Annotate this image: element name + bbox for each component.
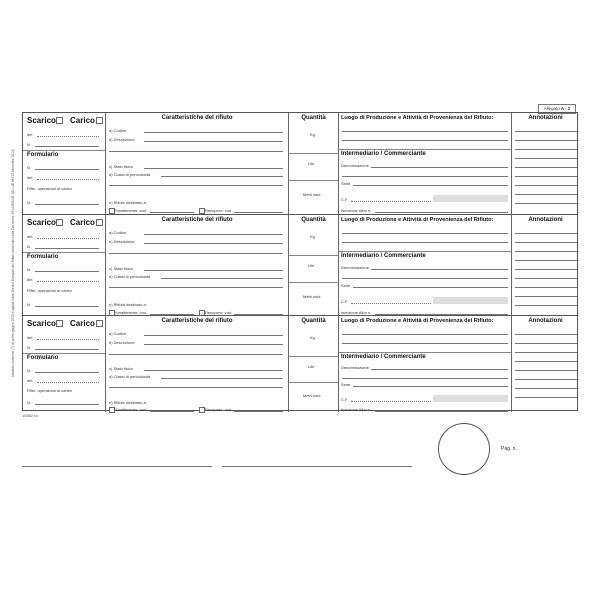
intermediario-heading: Intermediario / Commerciante xyxy=(341,151,426,157)
annotazioni-line[interactable] xyxy=(515,305,577,306)
classi-label: d) Classi di pericolosità xyxy=(109,374,151,379)
stato-fisico-field[interactable] xyxy=(144,168,283,169)
annotazioni-line[interactable] xyxy=(515,287,577,288)
col-luogo xyxy=(338,316,511,412)
luogo-line-2[interactable] xyxy=(342,140,508,141)
recupero-code-field[interactable] xyxy=(234,212,283,213)
quantita-heading: Quantità xyxy=(301,318,326,324)
stamp-circle xyxy=(438,423,490,475)
carico-label: Carico xyxy=(70,319,95,328)
formulario-number-field[interactable] xyxy=(35,372,99,373)
rifer-label: Rifer. operazioni di carico xyxy=(27,288,72,293)
annotazioni-heading: Annotazioni xyxy=(528,115,563,121)
sede-label: Sede xyxy=(341,283,351,288)
luogo-heading: Luogo di Produzione e Attività di Provenienza del Rifiuto: xyxy=(341,318,494,324)
annotazioni-heading: Annotazioni xyxy=(528,318,563,324)
denominazione-field[interactable] xyxy=(371,369,508,370)
annotazioni-line[interactable] xyxy=(515,203,577,204)
col-movimento xyxy=(23,113,105,214)
del-label: del xyxy=(27,277,33,282)
smaltimento-code-field[interactable] xyxy=(150,411,194,412)
rifer-number-field[interactable] xyxy=(35,404,99,405)
luogo-line-1[interactable] xyxy=(342,131,508,132)
descrizione-line[interactable] xyxy=(109,354,283,355)
codice-label: a) Codice xyxy=(109,128,127,133)
cf-grey-box xyxy=(433,395,508,402)
numero-label: N. xyxy=(27,345,31,350)
denominazione-label: Denominazione xyxy=(341,163,369,168)
luogo-line-1[interactable] xyxy=(342,334,508,335)
metri-cubi-label: Metri cubi xyxy=(303,294,321,299)
annotazioni-line[interactable] xyxy=(515,194,577,195)
codice-field[interactable] xyxy=(144,234,283,235)
col-movimento xyxy=(23,215,105,315)
smaltimento-label: Smaltimento: cod. xyxy=(115,208,148,213)
denominazione-label: Denominazione xyxy=(341,365,369,370)
caratteristiche-heading: Caratteristiche del rifiuto xyxy=(161,318,233,324)
luogo-line-2[interactable] xyxy=(342,343,508,344)
annotazioni-line[interactable] xyxy=(515,370,577,371)
col-movimento xyxy=(23,316,105,412)
annotazioni-line[interactable] xyxy=(515,260,577,261)
classi-label: d) Classi di pericolosità xyxy=(109,172,151,177)
annotazioni-line[interactable] xyxy=(515,361,577,362)
carico-checkbox[interactable] xyxy=(96,219,103,226)
sede-field[interactable] xyxy=(353,185,508,186)
quantita-heading: Quantità xyxy=(301,115,326,121)
carico-checkbox[interactable] xyxy=(96,320,103,327)
movimento-date-field[interactable] xyxy=(37,238,99,239)
smaltimento-label: Smaltimento: cod. xyxy=(115,310,148,315)
annotazioni-line[interactable] xyxy=(515,185,577,186)
col-luogo xyxy=(338,215,511,315)
movimento-number-field[interactable] xyxy=(35,146,99,147)
record-section-3 xyxy=(23,315,577,412)
annotazioni-line[interactable] xyxy=(515,379,577,380)
annotazioni-line[interactable] xyxy=(515,397,577,398)
iscrizione-field[interactable] xyxy=(375,212,508,213)
annotazioni-line[interactable] xyxy=(515,251,577,252)
col-caratteristiche xyxy=(105,215,288,315)
scarico-label: Scarico xyxy=(27,319,56,328)
side-note-text: Modello conforme (?) al primo giugno 2015 e agli/al nuovi Elenco Europeo dei Rifiuti contenuto nella Decisione 2014/955/UE (GU UE del 30 dicembre 2014) xyxy=(11,149,15,377)
page-number-label: Pag. n. xyxy=(501,446,517,452)
col-annotazioni xyxy=(511,113,579,214)
caratteristiche-heading: Caratteristiche del rifiuto xyxy=(161,115,233,121)
annotazioni-line[interactable] xyxy=(515,233,577,234)
iscrizione-field[interactable] xyxy=(375,411,508,412)
cf-field[interactable] xyxy=(351,303,431,304)
movimento-date-field[interactable] xyxy=(37,339,99,340)
recupero-label: Recupero: cod. xyxy=(205,208,233,213)
classi-line[interactable] xyxy=(109,387,283,388)
rifer-number-field[interactable] xyxy=(35,204,99,205)
rifer-label: Rifer. operazioni di carico xyxy=(27,186,72,191)
annotazioni-heading: Annotazioni xyxy=(528,217,563,223)
annotazioni-line[interactable] xyxy=(515,149,577,150)
carico-label: Carico xyxy=(70,116,95,125)
annotazioni-line[interactable] xyxy=(515,167,577,168)
cf-label: C.F. xyxy=(341,397,349,402)
classi-label: d) Classi di pericolosità xyxy=(109,274,151,279)
classi-line[interactable] xyxy=(109,287,283,288)
numero-label: N. xyxy=(27,400,31,405)
formulario-number-field[interactable] xyxy=(35,169,99,170)
luogo-line-1[interactable] xyxy=(342,233,508,234)
descrizione-field[interactable] xyxy=(144,243,283,244)
cf-label: C.F. xyxy=(341,299,349,304)
annotazioni-line[interactable] xyxy=(515,131,577,132)
metri-cubi-label: Metri cubi xyxy=(303,393,321,398)
formulario-label: Formulario xyxy=(27,254,59,260)
descrizione-label: b) Descrizione xyxy=(109,340,135,345)
signature-line-left[interactable] xyxy=(22,466,212,467)
del-label: del xyxy=(27,132,33,137)
record-section-1 xyxy=(23,113,577,214)
iscrizione-label: Iscrizione Albo n. xyxy=(341,208,372,213)
carico-checkbox[interactable] xyxy=(96,117,103,124)
annotazioni-line[interactable] xyxy=(515,158,577,159)
scarico-label: Scarico xyxy=(27,116,56,125)
annotazioni-line[interactable] xyxy=(515,343,577,344)
carico-label: Carico xyxy=(70,218,95,227)
denominazione-line[interactable] xyxy=(342,278,508,279)
movimento-date-field[interactable] xyxy=(37,136,99,137)
cf-grey-box xyxy=(433,195,508,202)
side-note xyxy=(9,122,17,404)
kg-label: Kg xyxy=(310,234,315,239)
kg-label: Kg xyxy=(310,335,315,340)
col-luogo xyxy=(338,113,511,214)
numero-label: N. xyxy=(27,267,31,272)
luogo-line-2[interactable] xyxy=(342,242,508,243)
scarico-checkbox[interactable] xyxy=(56,219,63,226)
col-caratteristiche xyxy=(105,316,288,412)
denominazione-field[interactable] xyxy=(371,167,508,168)
scarico-label: Scarico xyxy=(27,218,56,227)
litri-label: Litri xyxy=(308,364,315,369)
iscrizione-label: Iscrizione Albo n. xyxy=(341,407,372,412)
cf-field[interactable] xyxy=(351,401,431,402)
annotazioni-line[interactable] xyxy=(515,352,577,353)
annotazioni-line[interactable] xyxy=(515,278,577,279)
col-quantita xyxy=(288,316,338,412)
codice-label: a) Codice xyxy=(109,230,127,235)
register-form xyxy=(22,112,578,411)
denominazione-label: Denominazione xyxy=(341,265,369,270)
recupero-label: Recupero: cod. xyxy=(205,310,233,315)
annotazioni-line[interactable] xyxy=(515,140,577,141)
movimento-number-field[interactable] xyxy=(35,349,99,350)
annotazioni-line[interactable] xyxy=(515,176,577,177)
annotazioni-line[interactable] xyxy=(515,242,577,243)
numero-label: N. xyxy=(27,165,31,170)
quantita-heading: Quantità xyxy=(301,217,326,223)
stato-fisico-label: c) Stato fisico xyxy=(109,366,134,371)
numero-label: N. xyxy=(27,142,31,147)
formulario-label: Formulario xyxy=(27,152,59,158)
del-label: del xyxy=(27,175,33,180)
sede-label: Sede xyxy=(341,382,351,387)
destinato-label: e) Rifiuto destinato a: xyxy=(109,200,147,205)
cf-label: C.F. xyxy=(341,197,349,202)
luogo-heading: Luogo di Produzione e Attività di Provenienza del Rifiuto: xyxy=(341,115,494,121)
col-quantita xyxy=(288,113,338,214)
sede-field[interactable] xyxy=(353,287,508,288)
col-annotazioni xyxy=(511,316,579,412)
denominazione-field[interactable] xyxy=(371,269,508,270)
col-quantita xyxy=(288,215,338,315)
sede-field[interactable] xyxy=(353,386,508,387)
del-label: del xyxy=(27,378,33,383)
annotazioni-line[interactable] xyxy=(515,296,577,297)
allegato-code: A - 2 xyxy=(560,106,571,111)
intermediario-heading: Intermediario / Commerciante xyxy=(341,253,426,259)
litri-label: Litri xyxy=(308,263,315,268)
scarico-checkbox[interactable] xyxy=(56,320,63,327)
luogo-heading: Luogo di Produzione e Attività di Provenienza del Rifiuto: xyxy=(341,217,494,223)
smaltimento-label: Smaltimento: cod. xyxy=(115,407,148,412)
formulario-date-field[interactable] xyxy=(37,382,99,383)
sede-label: Sede xyxy=(341,181,351,186)
stato-fisico-label: c) Stato fisico xyxy=(109,266,134,271)
numero-label: N. xyxy=(27,200,31,205)
rifer-label: Rifer. operazioni di carico xyxy=(27,388,72,393)
kg-label: Kg xyxy=(310,132,315,137)
codice-label: a) Codice xyxy=(109,331,127,336)
col-annotazioni xyxy=(511,215,579,315)
stato-fisico-label: c) Stato fisico xyxy=(109,164,134,169)
litri-label: Litri xyxy=(308,161,315,166)
smaltimento-code-field[interactable] xyxy=(150,212,194,213)
codice-field[interactable] xyxy=(144,132,283,133)
formulario-number-field[interactable] xyxy=(35,271,99,272)
movimento-number-field[interactable] xyxy=(35,248,99,249)
denominazione-line[interactable] xyxy=(342,378,508,379)
recupero-code-field[interactable] xyxy=(234,411,283,412)
formulario-date-field[interactable] xyxy=(37,179,99,180)
numero-label: N. xyxy=(27,302,31,307)
footer-code: 16582 bc xyxy=(22,413,39,418)
annotazioni-line[interactable] xyxy=(515,334,577,335)
destinato-label: e) Rifiuto destinato a: xyxy=(109,302,147,307)
annotazioni-line[interactable] xyxy=(515,269,577,270)
descrizione-line[interactable] xyxy=(109,253,283,254)
classi-line[interactable] xyxy=(109,185,283,186)
formulario-date-field[interactable] xyxy=(37,281,99,282)
destinato-label: e) Rifiuto destinato a: xyxy=(109,400,147,405)
descrizione-field[interactable] xyxy=(144,344,283,345)
classi-field[interactable] xyxy=(161,176,283,177)
descrizione-label: b) Descrizione xyxy=(109,137,135,142)
rifer-number-field[interactable] xyxy=(35,306,99,307)
record-section-2 xyxy=(23,214,577,315)
caratteristiche-heading: Caratteristiche del rifiuto xyxy=(161,217,233,223)
stato-fisico-field[interactable] xyxy=(144,370,283,371)
stato-fisico-field[interactable] xyxy=(144,270,283,271)
classi-field[interactable] xyxy=(161,378,283,379)
signature-line-right[interactable] xyxy=(222,466,412,467)
cf-field[interactable] xyxy=(351,201,431,202)
iscrizione-label: Iscrizione Albo n. xyxy=(341,310,372,315)
descrizione-line[interactable] xyxy=(109,151,283,152)
recupero-label: Recupero: cod. xyxy=(205,407,233,412)
classi-field[interactable] xyxy=(161,278,283,279)
denominazione-line[interactable] xyxy=(342,176,508,177)
col-caratteristiche xyxy=(105,113,288,214)
metri-cubi-label: Metri cubi xyxy=(303,192,321,197)
allegato-prefix: Allegato xyxy=(543,106,560,111)
numero-label: N. xyxy=(27,368,31,373)
cf-grey-box xyxy=(433,297,508,304)
del-label: del xyxy=(27,335,33,340)
numero-label: N. xyxy=(27,244,31,249)
del-label: del xyxy=(27,234,33,239)
descrizione-field[interactable] xyxy=(144,141,283,142)
descrizione-label: b) Descrizione xyxy=(109,239,135,244)
annotazioni-line[interactable] xyxy=(515,388,577,389)
formulario-label: Formulario xyxy=(27,355,59,361)
scarico-checkbox[interactable] xyxy=(56,117,63,124)
intermediario-heading: Intermediario / Commerciante xyxy=(341,354,426,360)
codice-field[interactable] xyxy=(144,335,283,336)
